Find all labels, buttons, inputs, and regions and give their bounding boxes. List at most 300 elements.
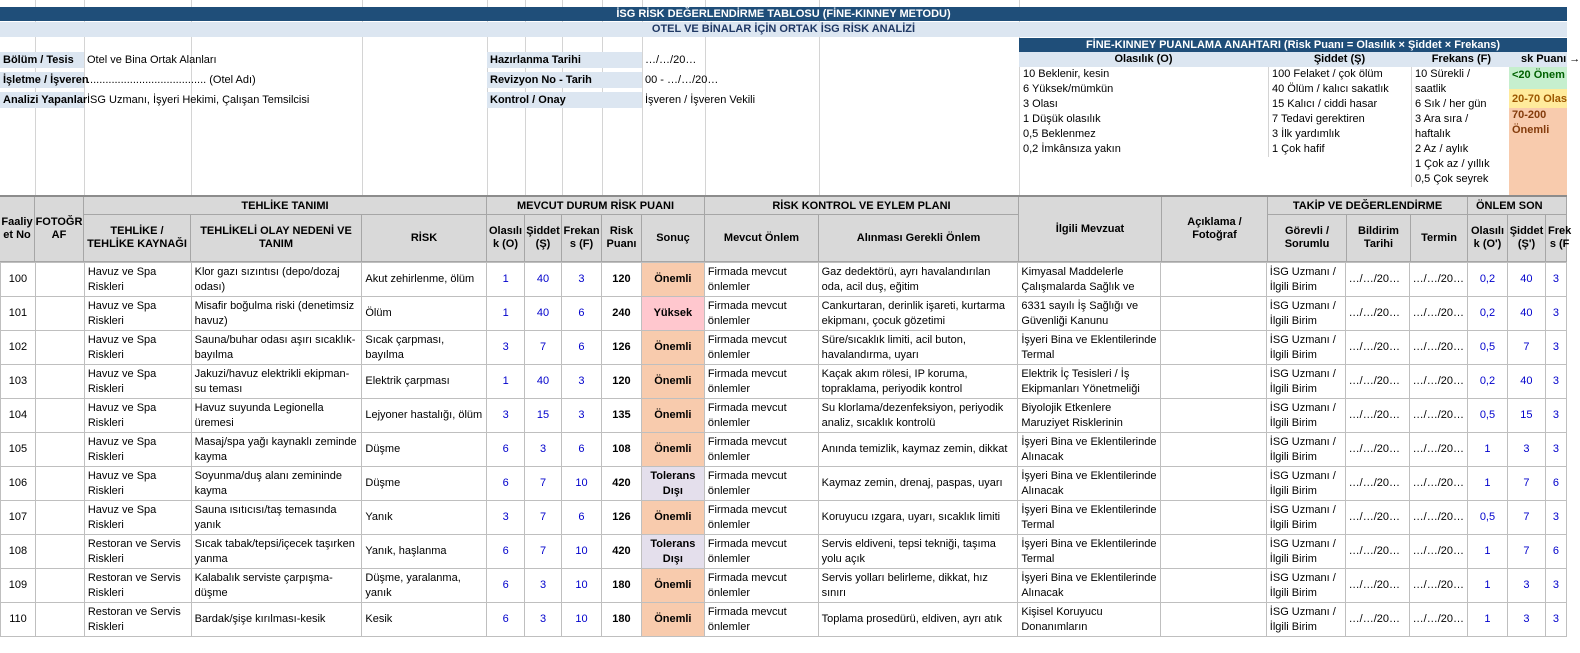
key-olasilik-item: 6 Yüksek/mümkün [1023, 83, 1114, 95]
col-s2: Şiddet (Ş') [1508, 215, 1546, 262]
table-row [1, 569, 1567, 603]
result-badge[interactable]: Önemli [641, 331, 704, 365]
kontrol-value[interactable]: İşveren / İşveren Vekili [645, 94, 756, 106]
required-measure[interactable]: Koruyucu ızgara, uyarı, sıcaklık limiti [818, 501, 1018, 535]
new-severity-cell[interactable]: 15 [1507, 399, 1545, 433]
responsible-cell[interactable]: İSG Uzmanı / İlgili Birim [1266, 399, 1345, 433]
key-siddet-header: Şiddet (Ş) [1268, 52, 1411, 67]
col-o2: Olasılı k (O') [1468, 215, 1508, 262]
col-gorevli: Görevli / Sorumlu [1268, 215, 1347, 262]
new-frequency-cell[interactable]: 6 [1545, 467, 1566, 501]
hazard-event[interactable]: Misafir boğulma riski (denetimsiz havuz) [191, 297, 362, 331]
col-bildirim: Bildirim Tarihi [1347, 215, 1411, 262]
responsible-cell[interactable]: İSG Uzmanı / İlgili Birim [1266, 501, 1345, 535]
col-f2: Frek s (F [1546, 215, 1567, 262]
table-row [1, 399, 1567, 433]
result-badge[interactable]: Önemli [641, 569, 704, 603]
probability-cell[interactable]: 3 [487, 331, 525, 365]
new-severity-cell[interactable]: 40 [1507, 297, 1545, 331]
new-severity-cell[interactable]: 7 [1507, 535, 1545, 569]
risk-cell[interactable]: Düşme, yaralanma, yanık [362, 569, 487, 603]
col-aciklama: Açıklama / Fotoğraf [1162, 197, 1268, 262]
photo-cell[interactable] [35, 399, 84, 433]
risk-cell[interactable]: Düşme [362, 467, 487, 501]
hazard-event[interactable]: Sauna ısıtıcısı/taş temasında yanık [191, 501, 362, 535]
key-puan-header: sk Puanı → [1509, 52, 1567, 67]
result-badge[interactable]: Önemli [641, 433, 704, 467]
responsible-cell[interactable]: İSG Uzmanı / İlgili Birim [1266, 331, 1345, 365]
required-measure[interactable]: Gaz dedektörü, ayrı havalandırılan oda, acil duş, eğitim [818, 263, 1018, 297]
notification-date[interactable]: …/…/20… [1345, 501, 1409, 535]
frequency-cell[interactable]: 10 [562, 603, 602, 637]
table-row [1, 467, 1567, 501]
photo-cell[interactable] [35, 569, 84, 603]
key-siddet-list [1268, 67, 1411, 157]
key-siddet-item: 1 Çok hafif [1272, 143, 1325, 155]
new-probability-cell[interactable]: 1 [1468, 467, 1508, 501]
key-title: FİNE-KINNEY PUANLAMA ANAHTARI (Risk Puanı = Olasılık × Şiddet × Frekans) [1019, 38, 1567, 52]
col-s: Şiddet (Ş) [525, 215, 562, 262]
key-puan-orange-range: 70-200 [1512, 109, 1547, 121]
hazard-source[interactable]: Restoran ve Servis Riskleri [84, 535, 191, 569]
required-measure[interactable]: Anında temizlik, kaymaz zemin, dikkat [818, 433, 1018, 467]
severity-cell[interactable]: 40 [525, 297, 562, 331]
new-frequency-cell[interactable]: 3 [1545, 365, 1566, 399]
risk-cell[interactable]: Ölüm [362, 297, 487, 331]
row-no[interactable]: 108 [1, 535, 36, 569]
existing-measure[interactable]: Firmada mevcut önlemler [704, 569, 818, 603]
legislation-cell[interactable]: İşyeri Bina ve Eklentilerinde Alınacak [1018, 433, 1161, 467]
responsible-cell[interactable]: İSG Uzmanı / İlgili Birim [1266, 433, 1345, 467]
legislation-cell[interactable]: İşyeri Bina ve Eklentilerinde Termal [1018, 535, 1161, 569]
legislation-cell[interactable]: İşyeri Bina ve Eklentilerinde Alınacak [1018, 467, 1161, 501]
new-probability-cell[interactable]: 0,5 [1468, 331, 1508, 365]
frequency-cell[interactable]: 10 [562, 467, 602, 501]
key-siddet-item: 7 Tedavi gerektiren [1272, 113, 1365, 125]
hazard-source[interactable]: Restoran ve Servis Riskleri [84, 569, 191, 603]
required-measure[interactable]: Toplama prosedürü, eldiven, ayrı atık [818, 603, 1018, 637]
responsible-cell[interactable]: İSG Uzmanı / İlgili Birim [1266, 535, 1345, 569]
notification-date[interactable]: …/…/20… [1345, 331, 1409, 365]
row-no[interactable]: 110 [1, 603, 36, 637]
risk-score-cell[interactable]: 240 [601, 297, 641, 331]
deadline-date[interactable]: …/…/20… [1409, 603, 1467, 637]
hazard-event[interactable]: Sauna/buhar odası aşırı sıcaklık-bayılma [191, 331, 362, 365]
key-frekans-item: 1 Çok az / yıllık [1415, 158, 1490, 170]
key-siddet-item: 15 Kalıcı / ciddi hasar [1272, 98, 1378, 110]
severity-cell[interactable]: 40 [525, 365, 562, 399]
table-row [1, 603, 1567, 637]
hazard-event[interactable]: Kalabalık serviste çarpışma-düşme [191, 569, 362, 603]
key-olasilik-item: 10 Beklenir, kesin [1023, 68, 1110, 80]
deadline-date[interactable]: …/…/20… [1409, 365, 1467, 399]
legislation-cell[interactable]: Biyolojik Etkenlere Maruziyet Risklerinin [1018, 399, 1161, 433]
deadline-date[interactable]: …/…/20… [1409, 569, 1467, 603]
required-measure[interactable]: Kaçak akım rölesi, IP koruma, topraklama, periyodik kontrol [818, 365, 1018, 399]
row-no[interactable]: 105 [1, 433, 36, 467]
risk-score-cell[interactable]: 180 [601, 603, 641, 637]
notification-date[interactable]: …/…/20… [1345, 297, 1409, 331]
frequency-cell[interactable]: 6 [562, 331, 602, 365]
new-frequency-cell[interactable]: 3 [1545, 263, 1566, 297]
new-probability-cell[interactable]: 0,2 [1468, 297, 1508, 331]
table-row [1, 535, 1567, 569]
notification-date[interactable]: …/…/20… [1345, 467, 1409, 501]
severity-cell[interactable]: 3 [525, 433, 562, 467]
key-frekans-item: 3 Ara sıra / [1415, 113, 1469, 125]
required-measure[interactable]: Servis yolları belirleme, dikkat, hız sınırı [818, 569, 1018, 603]
legislation-cell[interactable]: İşyeri Bina ve Eklentilerinde Termal [1018, 331, 1161, 365]
existing-measure[interactable]: Firmada mevcut önlemler [704, 399, 818, 433]
frequency-cell[interactable]: 6 [562, 297, 602, 331]
risk-table [0, 262, 1567, 637]
key-olasilik-list [1019, 67, 1268, 157]
risk-score-cell[interactable]: 135 [601, 399, 641, 433]
key-olasilik-item: 0,5 Beklenmez [1023, 128, 1096, 140]
required-measure[interactable]: Cankurtaran, derinlik işareti, kurtarma ekipmanı, çocuk gözetimi [818, 297, 1018, 331]
new-severity-cell[interactable]: 7 [1507, 467, 1545, 501]
risk-cell[interactable]: Yanık [362, 501, 487, 535]
key-olasilik-item: 3 Olası [1023, 98, 1058, 110]
group-tehlike: TEHLİKE TANIMI [84, 197, 487, 215]
risk-cell[interactable]: Düşme [362, 433, 487, 467]
result-badge[interactable]: Yüksek [641, 297, 704, 331]
new-probability-cell[interactable]: 0,2 [1468, 365, 1508, 399]
result-badge[interactable]: Önemli [641, 603, 704, 637]
notification-date[interactable]: …/…/20… [1345, 399, 1409, 433]
photo-cell[interactable] [35, 263, 84, 297]
new-probability-cell[interactable]: 1 [1468, 603, 1508, 637]
revizyon-value[interactable]: 00 - …/…/20… [645, 74, 719, 86]
new-severity-cell[interactable]: 3 [1507, 603, 1545, 637]
table-row [1, 501, 1567, 535]
new-frequency-cell[interactable]: 3 [1545, 399, 1566, 433]
notes-cell[interactable] [1161, 399, 1267, 433]
notes-cell[interactable] [1161, 603, 1267, 637]
col-o: Olasılı k (O) [487, 215, 525, 262]
key-olasilik-header: Olasılık (O) [1019, 52, 1268, 67]
responsible-cell[interactable]: İSG Uzmanı / İlgili Birim [1266, 569, 1345, 603]
probability-cell[interactable]: 1 [487, 263, 525, 297]
key-puan-yellow: 20-70 Olas [1509, 89, 1567, 108]
isletme-value[interactable]: ....................................... (Otel Adı) [87, 74, 256, 86]
analiz-label: Analizi Yapanlar [0, 92, 84, 108]
result-badge[interactable]: Önemli [641, 399, 704, 433]
deadline-date[interactable]: …/…/20… [1409, 331, 1467, 365]
frequency-cell[interactable]: 6 [562, 501, 602, 535]
new-frequency-cell[interactable]: 3 [1545, 569, 1566, 603]
legislation-cell[interactable]: İşyeri Bina ve Eklentilerinde Termal [1018, 501, 1161, 535]
existing-measure[interactable]: Firmada mevcut önlemler [704, 331, 818, 365]
risk-score-cell[interactable]: 420 [601, 535, 641, 569]
sheet-subtitle: OTEL VE BİNALAR İÇİN ORTAK İSG RİSK ANALİZİ [0, 22, 1567, 37]
new-probability-cell[interactable]: 1 [1468, 535, 1508, 569]
legislation-cell[interactable]: Kişisel Koruyucu Donanımların [1018, 603, 1161, 637]
hazard-source[interactable]: Havuz ve Spa Riskleri [84, 433, 191, 467]
frequency-cell[interactable]: 10 [562, 535, 602, 569]
responsible-cell[interactable]: İSG Uzmanı / İlgili Birim [1266, 467, 1345, 501]
col-puan: Risk Puanı [602, 215, 642, 262]
photo-cell[interactable] [35, 603, 84, 637]
risk-score-cell[interactable]: 180 [601, 569, 641, 603]
result-badge[interactable]: Önemli [641, 263, 704, 297]
hazirlama-value[interactable]: …/…/20… [645, 54, 697, 66]
new-probability-cell[interactable]: 1 [1468, 433, 1508, 467]
deadline-date[interactable]: …/…/20… [1409, 297, 1467, 331]
required-measure[interactable]: Süre/sıcaklık limiti, acil buton, havalandırma, uyarı [818, 331, 1018, 365]
risk-table-body [1, 263, 1567, 637]
required-measure[interactable]: Kaymaz zemin, drenaj, paspas, uyarı [818, 467, 1018, 501]
deadline-date[interactable]: …/…/20… [1409, 433, 1467, 467]
probability-cell[interactable]: 3 [487, 501, 525, 535]
new-probability-cell[interactable]: 0,5 [1468, 501, 1508, 535]
photo-cell[interactable] [35, 501, 84, 535]
hazirlama-label: Hazırlanma Tarihi [487, 52, 642, 68]
notification-date[interactable]: …/…/20… [1345, 603, 1409, 637]
bolum-label: Bölüm / Tesis [0, 52, 84, 68]
responsible-cell[interactable]: İSG Uzmanı / İlgili Birim [1266, 603, 1345, 637]
result-badge[interactable]: Tolerans Dışı [641, 467, 704, 501]
result-badge[interactable]: Önemli [641, 365, 704, 399]
frequency-cell[interactable]: 3 [562, 399, 602, 433]
col-risk: RİSK [362, 215, 487, 262]
hazard-source[interactable]: Havuz ve Spa Riskleri [84, 467, 191, 501]
table-row [1, 331, 1567, 365]
col-mevzuat: İlgili Mevzuat [1019, 197, 1162, 262]
probability-cell[interactable]: 1 [487, 297, 525, 331]
sheet-title: İSG RİSK DEĞERLENDİRME TABLOSU (FİNE-KINNEY METODU) [0, 7, 1567, 21]
responsible-cell[interactable]: İSG Uzmanı / İlgili Birim [1266, 365, 1345, 399]
notes-cell[interactable] [1161, 331, 1267, 365]
existing-measure[interactable]: Firmada mevcut önlemler [704, 535, 818, 569]
existing-measure[interactable]: Firmada mevcut önlemler [704, 263, 818, 297]
severity-cell[interactable]: 7 [525, 501, 562, 535]
required-measure[interactable]: Su klorlama/dezenfeksiyon, periyodik analiz, sıcaklık kontrolü [818, 399, 1018, 433]
deadline-date[interactable]: …/…/20… [1409, 263, 1467, 297]
new-severity-cell[interactable]: 40 [1507, 263, 1545, 297]
notification-date[interactable]: …/…/20… [1345, 365, 1409, 399]
hazard-event[interactable]: Havuz suyunda Legionella üremesi [191, 399, 362, 433]
table-row [1, 365, 1567, 399]
risk-cell[interactable]: Kesik [362, 603, 487, 637]
key-puan-green: <20 Önem [1509, 67, 1567, 89]
existing-measure[interactable]: Firmada mevcut önlemler [704, 365, 818, 399]
new-severity-cell[interactable]: 40 [1507, 365, 1545, 399]
new-probability-cell[interactable]: 1 [1468, 569, 1508, 603]
result-badge[interactable]: Tolerans Dışı [641, 535, 704, 569]
notification-date[interactable]: …/…/20… [1345, 569, 1409, 603]
hazard-event[interactable]: Masaj/spa yağı kaynaklı zeminde kayma [191, 433, 362, 467]
key-puan-orange-label: Önemli [1512, 124, 1550, 136]
analiz-value[interactable]: İSG Uzmanı, İşyeri Hekimi, Çalışan Temsilcisi [87, 94, 310, 106]
deadline-date[interactable]: …/…/20… [1409, 501, 1467, 535]
severity-cell[interactable]: 7 [525, 467, 562, 501]
col-foto: FOTOĞR AF [35, 197, 84, 262]
new-probability-cell[interactable]: 0,5 [1468, 399, 1508, 433]
frequency-cell[interactable]: 6 [562, 433, 602, 467]
hazard-event[interactable]: Soyunma/duş alanı zemininde kayma [191, 467, 362, 501]
row-no[interactable]: 100 [1, 263, 36, 297]
risk-score-cell[interactable]: 420 [601, 467, 641, 501]
photo-cell[interactable] [35, 365, 84, 399]
notes-cell[interactable] [1161, 501, 1267, 535]
frequency-cell[interactable]: 3 [562, 263, 602, 297]
photo-cell[interactable] [35, 535, 84, 569]
key-frekans-item: haftalık [1415, 128, 1451, 140]
hazard-source[interactable]: Havuz ve Spa Riskleri [84, 263, 191, 297]
severity-cell[interactable]: 7 [525, 535, 562, 569]
key-frekans-item: 6 Sık / her gün [1415, 98, 1487, 110]
notes-cell[interactable] [1161, 467, 1267, 501]
severity-cell[interactable]: 3 [525, 603, 562, 637]
table-row [1, 297, 1567, 331]
hazard-source[interactable]: Havuz ve Spa Riskleri [84, 331, 191, 365]
severity-cell[interactable]: 3 [525, 569, 562, 603]
col-mevcut-onlem: Mevcut Önlem [705, 215, 819, 262]
notes-cell[interactable] [1161, 535, 1267, 569]
isletme-label: İşletme / İşveren [0, 72, 84, 88]
new-frequency-cell[interactable]: 3 [1545, 501, 1566, 535]
responsible-cell[interactable]: İSG Uzmanı / İlgili Birim [1266, 263, 1345, 297]
photo-cell[interactable] [35, 331, 84, 365]
hazard-event[interactable]: Sıcak tabak/tepsi/içecek taşırken yanma [191, 535, 362, 569]
row-no[interactable]: 107 [1, 501, 36, 535]
kontrol-label: Kontrol / Onay [487, 92, 642, 108]
risk-cell[interactable]: Elektrik çarpması [362, 365, 487, 399]
risk-score-cell[interactable]: 120 [601, 263, 641, 297]
row-no[interactable]: 103 [1, 365, 36, 399]
key-puan-orange [1509, 108, 1567, 196]
risk-cell[interactable]: Akut zehirlenme, ölüm [362, 263, 487, 297]
required-measure[interactable]: Servis eldiveni, tepsi tekniği, taşıma yolu açık [818, 535, 1018, 569]
frequency-cell[interactable]: 3 [562, 365, 602, 399]
key-olasilik-item: 1 Düşük olasılık [1023, 113, 1101, 125]
risk-cell[interactable]: Sıcak çarpması, bayılma [362, 331, 487, 365]
key-siddet-item: 100 Felaket / çok ölüm [1272, 68, 1383, 80]
hazard-source[interactable]: Restoran ve Servis Riskleri [84, 603, 191, 637]
group-mevcut: MEVCUT DURUM RİSK PUANI [487, 197, 705, 215]
frequency-cell[interactable]: 10 [562, 569, 602, 603]
severity-cell[interactable]: 15 [525, 399, 562, 433]
table-row [1, 263, 1567, 297]
photo-cell[interactable] [35, 467, 84, 501]
group-takip: TAKİP VE DEĞERLENDİRME [1268, 197, 1468, 215]
legislation-cell[interactable]: 6331 sayılı İş Sağlığı ve Güvenliği Kanunu [1018, 297, 1161, 331]
row-no[interactable]: 106 [1, 467, 36, 501]
risk-cell[interactable]: Lejyoner hastalığı, ölüm [362, 399, 487, 433]
probability-cell[interactable]: 6 [487, 603, 525, 637]
key-frekans-item: 10 Sürekli / [1415, 68, 1471, 80]
col-faaliyet: Faaliy et No [0, 197, 35, 262]
deadline-date[interactable]: …/…/20… [1409, 467, 1467, 501]
col-f: Frekan s (F) [562, 215, 602, 262]
notes-cell[interactable] [1161, 297, 1267, 331]
existing-measure[interactable]: Firmada mevcut önlemler [704, 467, 818, 501]
result-badge[interactable]: Önemli [641, 501, 704, 535]
severity-cell[interactable]: 40 [525, 263, 562, 297]
new-frequency-cell[interactable]: 3 [1545, 331, 1566, 365]
new-frequency-cell[interactable]: 3 [1545, 433, 1566, 467]
responsible-cell[interactable]: İSG Uzmanı / İlgili Birim [1266, 297, 1345, 331]
risk-score-cell[interactable]: 108 [601, 433, 641, 467]
probability-cell[interactable]: 1 [487, 365, 525, 399]
risk-score-cell[interactable]: 126 [601, 331, 641, 365]
new-severity-cell[interactable]: 7 [1507, 331, 1545, 365]
key-siddet-item: 40 Ölüm / kalıcı sakatlık [1272, 83, 1389, 95]
group-onlem: ÖNLEM SON [1468, 197, 1567, 215]
probability-cell[interactable]: 6 [487, 467, 525, 501]
existing-measure[interactable]: Firmada mevcut önlemler [704, 603, 818, 637]
new-severity-cell[interactable]: 3 [1507, 433, 1545, 467]
photo-cell[interactable] [35, 297, 84, 331]
new-frequency-cell[interactable]: 6 [1545, 535, 1566, 569]
notes-cell[interactable] [1161, 263, 1267, 297]
row-no[interactable]: 104 [1, 399, 36, 433]
legislation-cell[interactable]: İşyeri Bina ve Eklentilerinde Alınacak [1018, 569, 1161, 603]
legislation-cell[interactable]: Elektrik İç Tesisleri / İş Ekipmanları Yönetmeliği [1018, 365, 1161, 399]
notification-date[interactable]: …/…/20… [1345, 535, 1409, 569]
row-no[interactable]: 101 [1, 297, 36, 331]
row-no[interactable]: 102 [1, 331, 36, 365]
new-probability-cell[interactable]: 0,2 [1468, 263, 1508, 297]
deadline-date[interactable]: …/…/20… [1409, 399, 1467, 433]
hazard-event[interactable]: Klor gazı sızıntısı (depo/dozaj odası) [191, 263, 362, 297]
notes-cell[interactable] [1161, 433, 1267, 467]
notification-date[interactable]: …/…/20… [1345, 433, 1409, 467]
hazard-source[interactable]: Havuz ve Spa Riskleri [84, 501, 191, 535]
notification-date[interactable]: …/…/20… [1345, 263, 1409, 297]
hazard-source[interactable]: Havuz ve Spa Riskleri [84, 365, 191, 399]
row-no[interactable]: 109 [1, 569, 36, 603]
hazard-event[interactable]: Jakuzi/havuz elektrikli ekipman-su teması [191, 365, 362, 399]
bolum-value[interactable]: Otel ve Bina Ortak Alanları [87, 54, 217, 66]
severity-cell[interactable]: 7 [525, 331, 562, 365]
col-sonuc: Sonuç [642, 215, 705, 262]
col-kaynak: TEHLİKE / TEHLİKE KAYNAĞI [84, 215, 191, 262]
legislation-cell[interactable]: Kimyasal Maddelerle Çalışmalarda Sağlık ve [1018, 263, 1161, 297]
col-termin: Termin [1411, 215, 1468, 262]
existing-measure[interactable]: Firmada mevcut önlemler [704, 501, 818, 535]
new-frequency-cell[interactable]: 3 [1545, 297, 1566, 331]
probability-cell[interactable]: 6 [487, 569, 525, 603]
hazard-source[interactable]: Havuz ve Spa Riskleri [84, 399, 191, 433]
key-frekans-header: Frekans (F) [1411, 52, 1509, 67]
hazard-event[interactable]: Bardak/şişe kırılması-kesik [191, 603, 362, 637]
notes-cell[interactable] [1161, 365, 1267, 399]
new-severity-cell[interactable]: 3 [1507, 569, 1545, 603]
key-frekans-item: saatlik [1415, 83, 1447, 95]
risk-cell[interactable]: Yanık, haşlanma [362, 535, 487, 569]
risk-score-cell[interactable]: 120 [601, 365, 641, 399]
risk-score-cell[interactable]: 126 [601, 501, 641, 535]
existing-measure[interactable]: Firmada mevcut önlemler [704, 297, 818, 331]
table-row [1, 433, 1567, 467]
key-frekans-list [1411, 67, 1509, 187]
new-frequency-cell[interactable]: 3 [1545, 603, 1566, 637]
new-severity-cell[interactable]: 7 [1507, 501, 1545, 535]
existing-measure[interactable]: Firmada mevcut önlemler [704, 433, 818, 467]
deadline-date[interactable]: …/…/20… [1409, 535, 1467, 569]
revizyon-label: Revizyon No - Tarih [487, 72, 642, 88]
key-siddet-item: 3 İlk yardımlık [1272, 128, 1340, 140]
probability-cell[interactable]: 6 [487, 535, 525, 569]
group-kontrol: RİSK KONTROL VE EYLEM PLANI [705, 197, 1019, 215]
notes-cell[interactable] [1161, 569, 1267, 603]
probability-cell[interactable]: 6 [487, 433, 525, 467]
hazard-source[interactable]: Havuz ve Spa Riskleri [84, 297, 191, 331]
probability-cell[interactable]: 3 [487, 399, 525, 433]
photo-cell[interactable] [35, 433, 84, 467]
